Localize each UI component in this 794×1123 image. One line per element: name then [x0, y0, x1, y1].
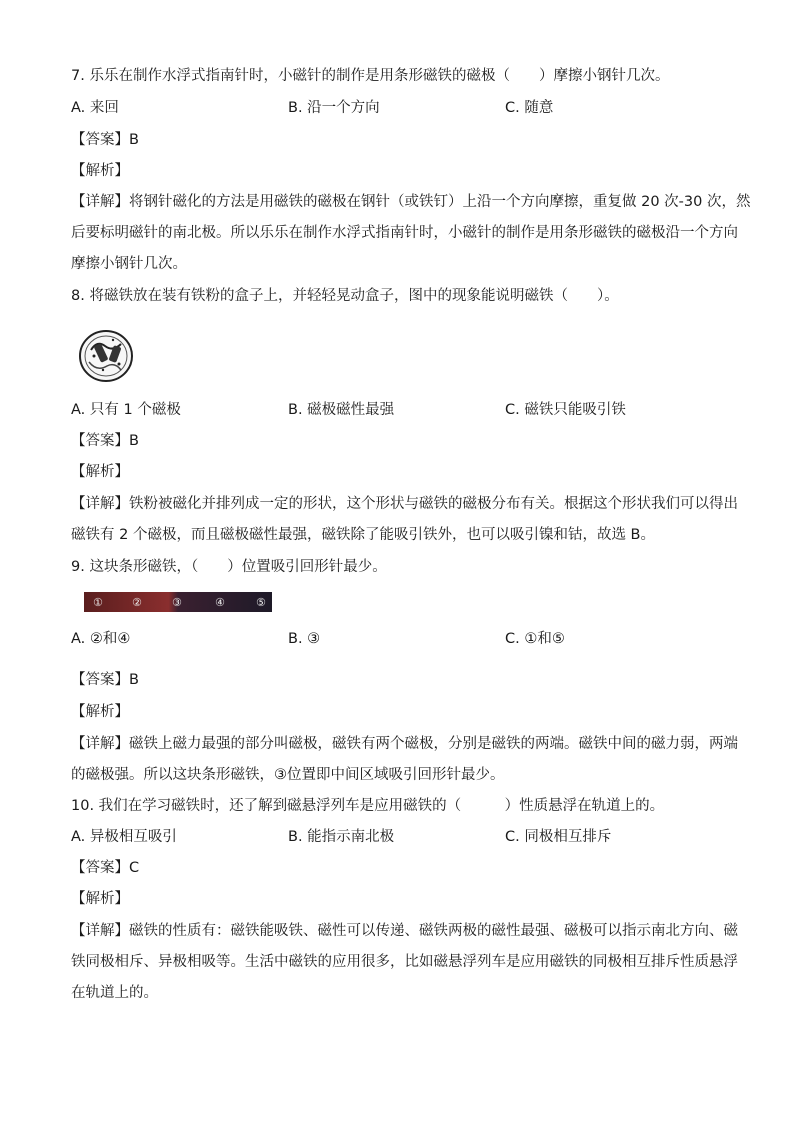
q7-option-a: A. 来回 [71, 100, 119, 116]
bar-label-4: ④ [215, 596, 225, 609]
q9-detail-line-1: 【详解】磁铁上磁力最强的部分叫磁极，磁铁有两个磁极，分别是磁铁的两端。磁铁中间的磁力弱，两端 [71, 736, 738, 752]
bar-label-3: ③ [172, 596, 182, 609]
q9-answer: 【答案】B [71, 672, 139, 688]
q8-option-a: A. 只有 1 个磁极 [71, 402, 181, 418]
q10-option-a: A. 异极相互吸引 [71, 829, 177, 845]
q7-detail-line-2: 后要标明磁针的南北极。所以乐乐在制作水浮式指南针时，小磁针的制作是用条形磁铁的磁极沿一个方向 [71, 225, 738, 241]
q8-option-c: C. 磁铁只能吸引铁 [505, 402, 626, 418]
q7-analysis-heading: 【解析】 [71, 163, 129, 179]
q10-detail-line-3: 在轨道上的。 [71, 985, 158, 1001]
q8-analysis-heading: 【解析】 [71, 464, 129, 480]
q10-stem: 10. 我们在学习磁铁时，还了解到磁悬浮列车是应用磁铁的（ ）性质悬浮在轨道上的。 [71, 798, 665, 814]
q9-analysis-heading: 【解析】 [71, 704, 129, 720]
q7-stem: 7. 乐乐在制作水浮式指南针时，小磁针的制作是用条形磁铁的磁极（ ）摩擦小钢针几次。 [71, 68, 670, 84]
q10-analysis-heading: 【解析】 [71, 891, 129, 907]
q10-option-b: B. 能指示南北极 [288, 829, 395, 845]
q8-detail-line-2: 磁铁有 2 个磁极，而且磁极磁性最强，磁铁除了能吸引铁外，也可以吸引镍和钴，故选 B。 [71, 527, 655, 543]
bar-magnet-image [84, 592, 272, 612]
q8-detail-line-1: 【详解】铁粉被磁化并排列成一定的形状，这个形状与磁铁的磁极分布有关。根据这个形状我们可以得出 [71, 496, 738, 512]
q7-detail-line-1: 【详解】将钢针磁化的方法是用磁铁的磁极在钢针（或铁钉）上沿一个方向摩擦，重复做 20 次-30 次，然 [71, 194, 751, 210]
q10-detail-line-1: 【详解】磁铁的性质有：磁铁能吸铁、磁性可以传递、磁铁两极的磁性最强、磁极可以指示南北方向、磁 [71, 923, 738, 939]
q9-option-b: B. ③ [288, 631, 321, 647]
q10-option-c: C. 同极相互排斥 [505, 829, 612, 845]
q10-answer: 【答案】C [71, 860, 140, 876]
q7-option-b: B. 沿一个方向 [288, 100, 380, 116]
q8-answer: 【答案】B [71, 433, 139, 449]
q7-answer: 【答案】B [71, 132, 139, 148]
q9-option-a: A. ②和④ [71, 631, 131, 647]
magnet-iron-filings-image [77, 322, 135, 384]
q8-stem: 8. 将磁铁放在装有铁粉的盒子上，并轻轻晃动盒子，图中的现象能说明磁铁（ ）。 [71, 288, 619, 304]
bar-label-5: ⑤ [256, 596, 266, 609]
q10-detail-line-2: 铁同极相斥、异极相吸等。生活中磁铁的应用很多，比如磁悬浮列车是应用磁铁的同极相互排斥性质悬浮 [71, 954, 738, 970]
bar-label-2: ② [132, 596, 142, 609]
q7-option-c: C. 随意 [505, 100, 554, 116]
q8-option-b: B. 磁极磁性最强 [288, 402, 395, 418]
q7-detail-line-3: 摩擦小钢针几次。 [71, 256, 187, 272]
q9-option-c: C. ①和⑤ [505, 631, 565, 647]
q9-stem: 9. 这块条形磁铁，（ ）位置吸引回形针最少。 [71, 559, 387, 575]
bar-label-1: ① [93, 596, 103, 609]
q9-detail-line-2: 的磁极强。所以这块条形磁铁，③位置即中间区域吸引回形针最少。 [71, 767, 505, 783]
